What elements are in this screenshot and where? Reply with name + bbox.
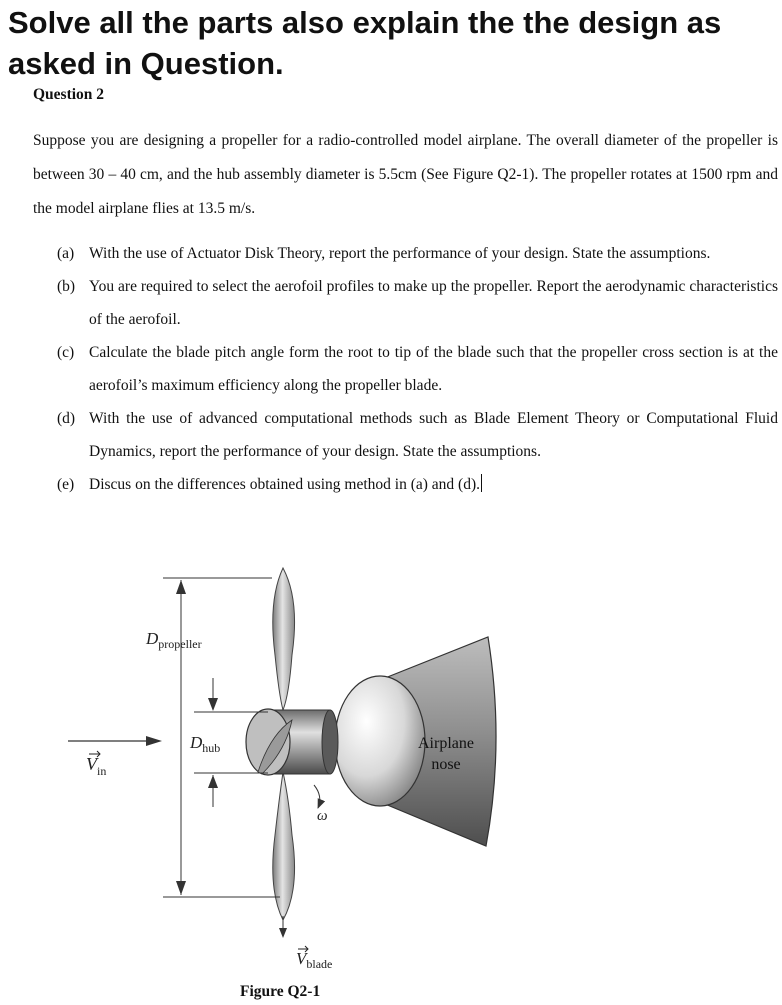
d-propeller-bottom-arrow bbox=[176, 881, 186, 895]
part-label: (b) bbox=[57, 278, 76, 295]
nose-dome-shape bbox=[335, 676, 425, 806]
omega-rotation-arrow bbox=[314, 785, 320, 808]
lower-blade-shape bbox=[273, 772, 295, 920]
v-blade-label: $V_{blade}$ bbox=[296, 949, 333, 971]
v-in-label: $V_{in}$ bbox=[86, 754, 107, 778]
upper-blade-shape bbox=[273, 568, 295, 710]
question-title: Question 2 bbox=[33, 86, 105, 103]
nose-label-line2: nose bbox=[431, 756, 461, 773]
propeller-figure bbox=[0, 560, 782, 980]
part-label: (d) bbox=[57, 410, 76, 427]
part-label: (e) bbox=[57, 476, 75, 493]
v-in-arrow-head bbox=[146, 736, 162, 746]
part-text: With the use of advanced computational methods such as Blade Element Theory or Computational Fluid Dynamics, report the performance of your design. State the assumptions. bbox=[89, 410, 778, 460]
d-hub-top-arrow bbox=[208, 698, 218, 711]
omega-label: ω bbox=[317, 808, 328, 824]
question-part bbox=[57, 336, 778, 402]
question-intro: Suppose you are designing a propeller for a radio-controlled model airplane. The overall diameter of the propeller is between 30 – 40 cm, and the hub assembly diameter is 5.5cm (See Figure Q2-1). The propeller rotates at 1500 rpm and the model airplane flies at 13.5 m/s. bbox=[33, 132, 778, 217]
question-part bbox=[57, 402, 778, 468]
part-label: (a) bbox=[57, 245, 75, 262]
d-propeller-label: $D_{propeller}$ bbox=[146, 629, 202, 651]
question-parts-list bbox=[57, 237, 778, 501]
text-cursor bbox=[481, 474, 482, 492]
d-hub-label: $D_{hub}$ bbox=[190, 733, 221, 755]
d-propeller-top-arrow bbox=[176, 580, 186, 594]
part-text: You are required to select the aerofoil profiles to make up the propeller. Report the aerodynamic characteristics of the aerofoil. bbox=[89, 278, 778, 328]
figure-caption: Figure Q2-1 bbox=[240, 983, 321, 1000]
question-part bbox=[57, 237, 778, 270]
d-hub-bottom-arrow bbox=[208, 775, 218, 788]
v-blade-arrow-head bbox=[279, 928, 287, 938]
question-part bbox=[57, 468, 778, 501]
question-part bbox=[57, 270, 778, 336]
part-text: Discus on the differences obtained using method in (a) and (d). bbox=[89, 476, 480, 493]
part-text: With the use of Actuator Disk Theory, report the performance of your design. State the assumptions. bbox=[89, 245, 711, 262]
part-label: (c) bbox=[57, 344, 75, 361]
headline: Solve all the parts also explain the the design as asked in Question. bbox=[8, 5, 722, 81]
nose-label-line1: Airplane bbox=[418, 735, 474, 752]
hub-back-shape bbox=[322, 710, 338, 774]
part-text: Calculate the blade pitch angle form the root to tip of the blade such that the propeller cross section is at the aerofoil’s maximum efficiency along the propeller blade. bbox=[89, 344, 778, 394]
